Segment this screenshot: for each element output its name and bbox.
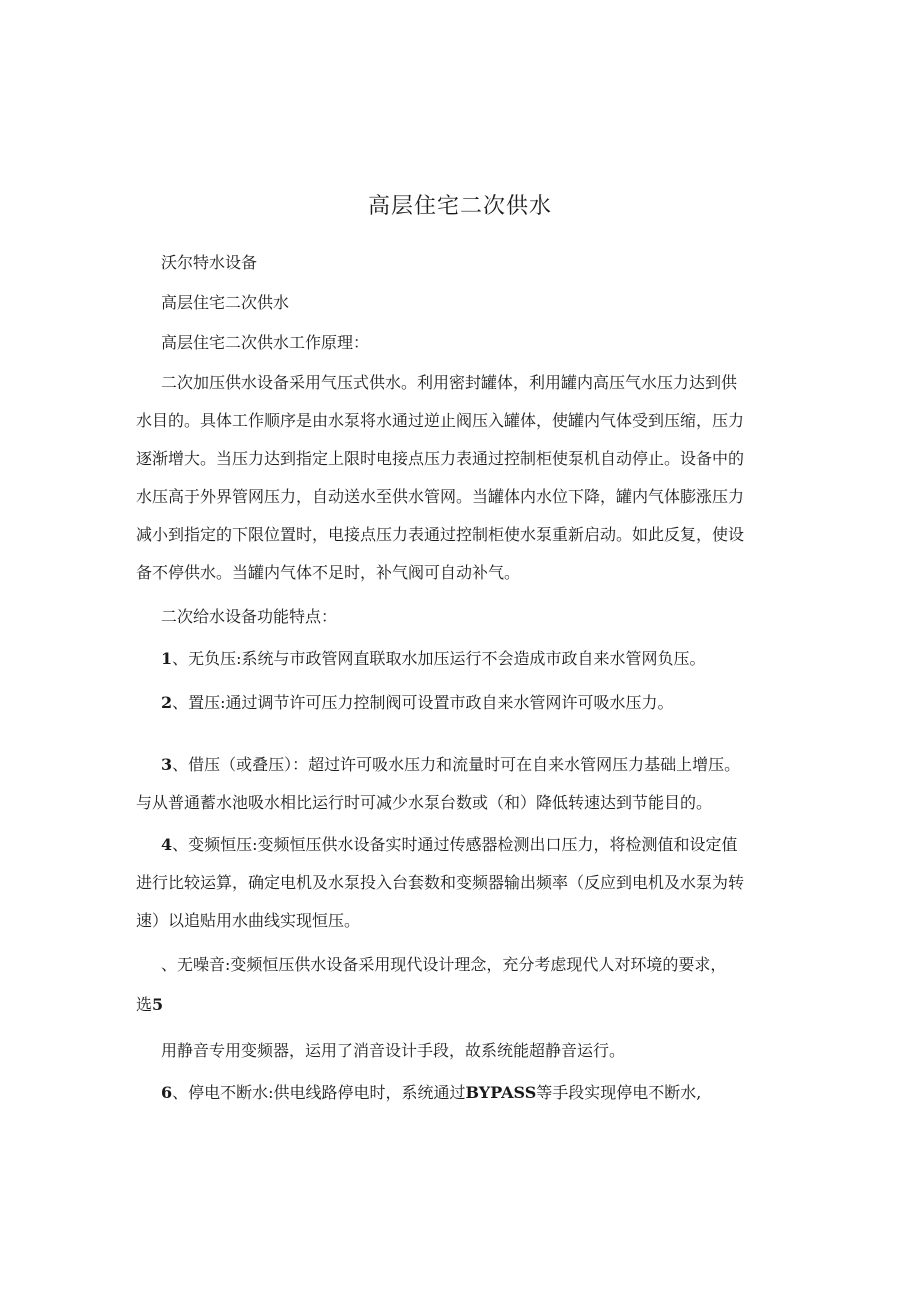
feature-item-1 — [161, 645, 796, 673]
feature-item-3 — [161, 751, 796, 779]
feature-item-5: 、无噪音:变频恒压供水设备采用现代设计理念，充分考虑现代人对环境的要求， — [161, 955, 727, 974]
item-prefix: 选 — [136, 995, 153, 1014]
principle-line-3: 逐渐增大。当压力达到指定上限时电接点压力表通过控制柜使泵机自动停止。设备中的 — [136, 449, 745, 468]
principle-line-2: 水目的。具体工作顺序是由水泵将水通过逆止阀压入罐体，使罐内气体受到压缩，压力 — [136, 411, 745, 430]
feature-item-3-cont: 与从普通蓄水池吸水相比运行时可减少水泵台数或（和）降低转速达到节能目的。 — [136, 793, 713, 812]
document-title: 高层住宅二次供水 — [367, 194, 552, 219]
feature-item-4-cont-2: 速）以追贴用水曲线实现恒压。 — [136, 911, 361, 930]
item-number: 6 — [161, 1083, 173, 1102]
subtitle: 高层住宅二次供水 — [161, 293, 290, 312]
principle-heading: 高层住宅二次供水工作原理： — [161, 333, 370, 352]
item-text: 、停电不断水:供电线路停电时，系统通过 — [172, 1083, 466, 1102]
item-text: 、置压:通过调节许可压力控制阀可设置市政自来水管网许可吸水压力。 — [172, 693, 674, 712]
item-number: 1 — [161, 649, 173, 668]
feature-item-4 — [161, 831, 796, 859]
item-text-tail: 等手段实现停电不断水, — [536, 1083, 702, 1102]
item-number: 2 — [161, 693, 173, 712]
item-text: 、无负压:系统与市政管网直联取水加压运行不会造成市政自来水管网负压。 — [172, 649, 706, 668]
item-number: 3 — [161, 755, 173, 774]
principle-line-5: 减小到指定的下限位置时，电接点压力表通过控制柜使水泵重新启动。如此反复，使设 — [136, 525, 745, 544]
feature-item-2 — [161, 689, 796, 717]
feature-item-4-cont-1: 进行比较运算，确定电机及水泵投入台套数和变频器输出频率（反应到电机及水泵为转 — [136, 873, 745, 892]
item-number: 5 — [152, 995, 164, 1014]
bypass-term: BYPASS — [465, 1083, 537, 1102]
item-text: 、变频恒压:变频恒压供水设备实时通过传感器检测出口压力，将检测值和设定值 — [172, 835, 738, 854]
company-name: 沃尔特水设备 — [161, 253, 258, 272]
principle-line-1: 二次加压供水设备采用气压式供水。利用密封罐体，利用罐内高压气水压力达到供 — [161, 373, 738, 392]
feature-item-6 — [161, 1079, 796, 1107]
principle-line-6: 备不停供水。当罐内气体不足时，补气阀可自动补气。 — [136, 563, 521, 582]
principle-line-4: 水压高于外界管网压力，自动送水至供水管网。当罐体内水位下降，罐内气体膨涨压力 — [136, 487, 745, 506]
item-number: 4 — [161, 835, 173, 854]
feature-item-5-prefix — [136, 991, 796, 1019]
item-text: 、借压（或叠压）：超过许可吸水压力和流量时可在自来水管网压力基础上增压。 — [172, 755, 741, 774]
features-heading: 二次给水设备功能特点： — [161, 607, 338, 626]
feature-item-5-cont: 用静音专用变频器，运用了消音设计手段，故系统能超静音运行。 — [161, 1041, 626, 1060]
